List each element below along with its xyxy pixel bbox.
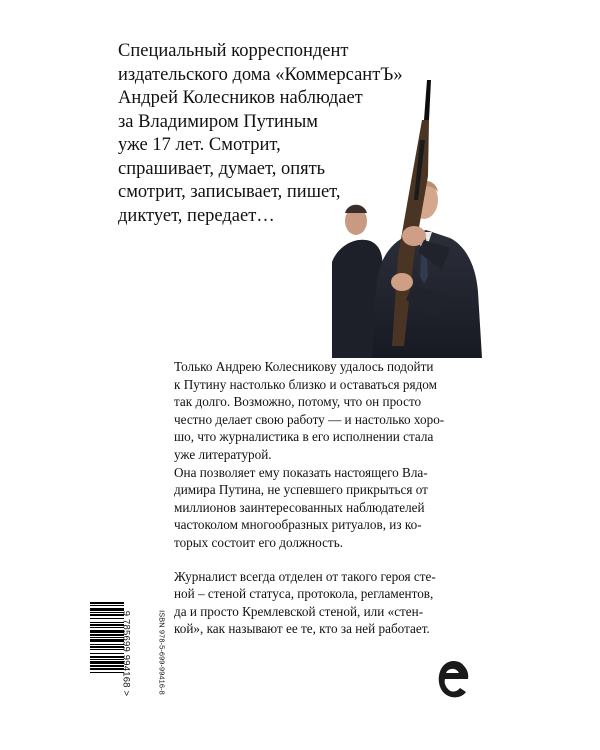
barcode-bar — [90, 627, 124, 628]
barcode-bar — [90, 630, 124, 633]
barcode-bar — [90, 649, 124, 650]
barcode-bar — [90, 659, 124, 660]
barcode-bar — [90, 624, 124, 626]
description-text — [174, 358, 474, 638]
barcode-bar — [90, 618, 124, 619]
description-paragraph-2: Она позволяет ему показать настоящего Вла- димира Путина, не успевшего прикрыться от миллионов заинтересованных наблюдателей частоколом многообразных ритуалов, из ко- торых состоит его должность. — [174, 464, 428, 550]
barcode-bar — [90, 639, 124, 642]
barcode-bar — [90, 653, 124, 654]
publisher-logo-icon — [434, 656, 472, 702]
barcode-bar — [90, 637, 124, 638]
barcode-bar — [90, 644, 124, 645]
barcode-bar — [90, 668, 124, 670]
barcode-bar — [90, 672, 124, 673]
barcode-bar — [90, 622, 124, 623]
isbn-label: ISBN 978-5-699-99416-8 — [157, 610, 167, 695]
barcode-digits: 9 785699 994168 > — [120, 610, 132, 697]
photo-man-with-rifle — [332, 80, 486, 358]
barcode-bar — [90, 646, 124, 648]
barcode-bar — [90, 665, 124, 667]
intro-text: Специальный корреспондент издательского дома «КоммерсантЪ» Андрей Колесников наблюдает за Владимиром Путиным уже 17 лет. Смотрит, спрашивает, думает, опять смотрит, записывает, пишет, диктует, передает… — [118, 41, 403, 226]
barcode-bar — [90, 602, 124, 604]
barcode-bar — [90, 605, 124, 606]
barcode-bar — [90, 608, 124, 611]
barcode-bar — [90, 661, 124, 664]
description-paragraph-3: Журналист всегда отделен от такого героя сте- ной – стеной статуса, протокола, регламентов, да и просто Кремлевской стеной, или «стен- кой», как называют ее те, кто за ней работает. — [174, 568, 436, 637]
isbn-barcode — [76, 600, 167, 712]
barcode-bar — [90, 634, 124, 636]
barcode-bar — [90, 614, 124, 616]
description-paragraph-1: Только Андрею Колесникову удалось подойти к Путину настолько близко и оставаться рядом так долго. Возможно, потому, что он просто честно делает свою работу — и настолько хоро- шо, что журналистика в его исполнении стала уже литературой. — [174, 359, 445, 462]
barcode-bar — [90, 656, 124, 658]
barcode-bar — [90, 612, 124, 613]
